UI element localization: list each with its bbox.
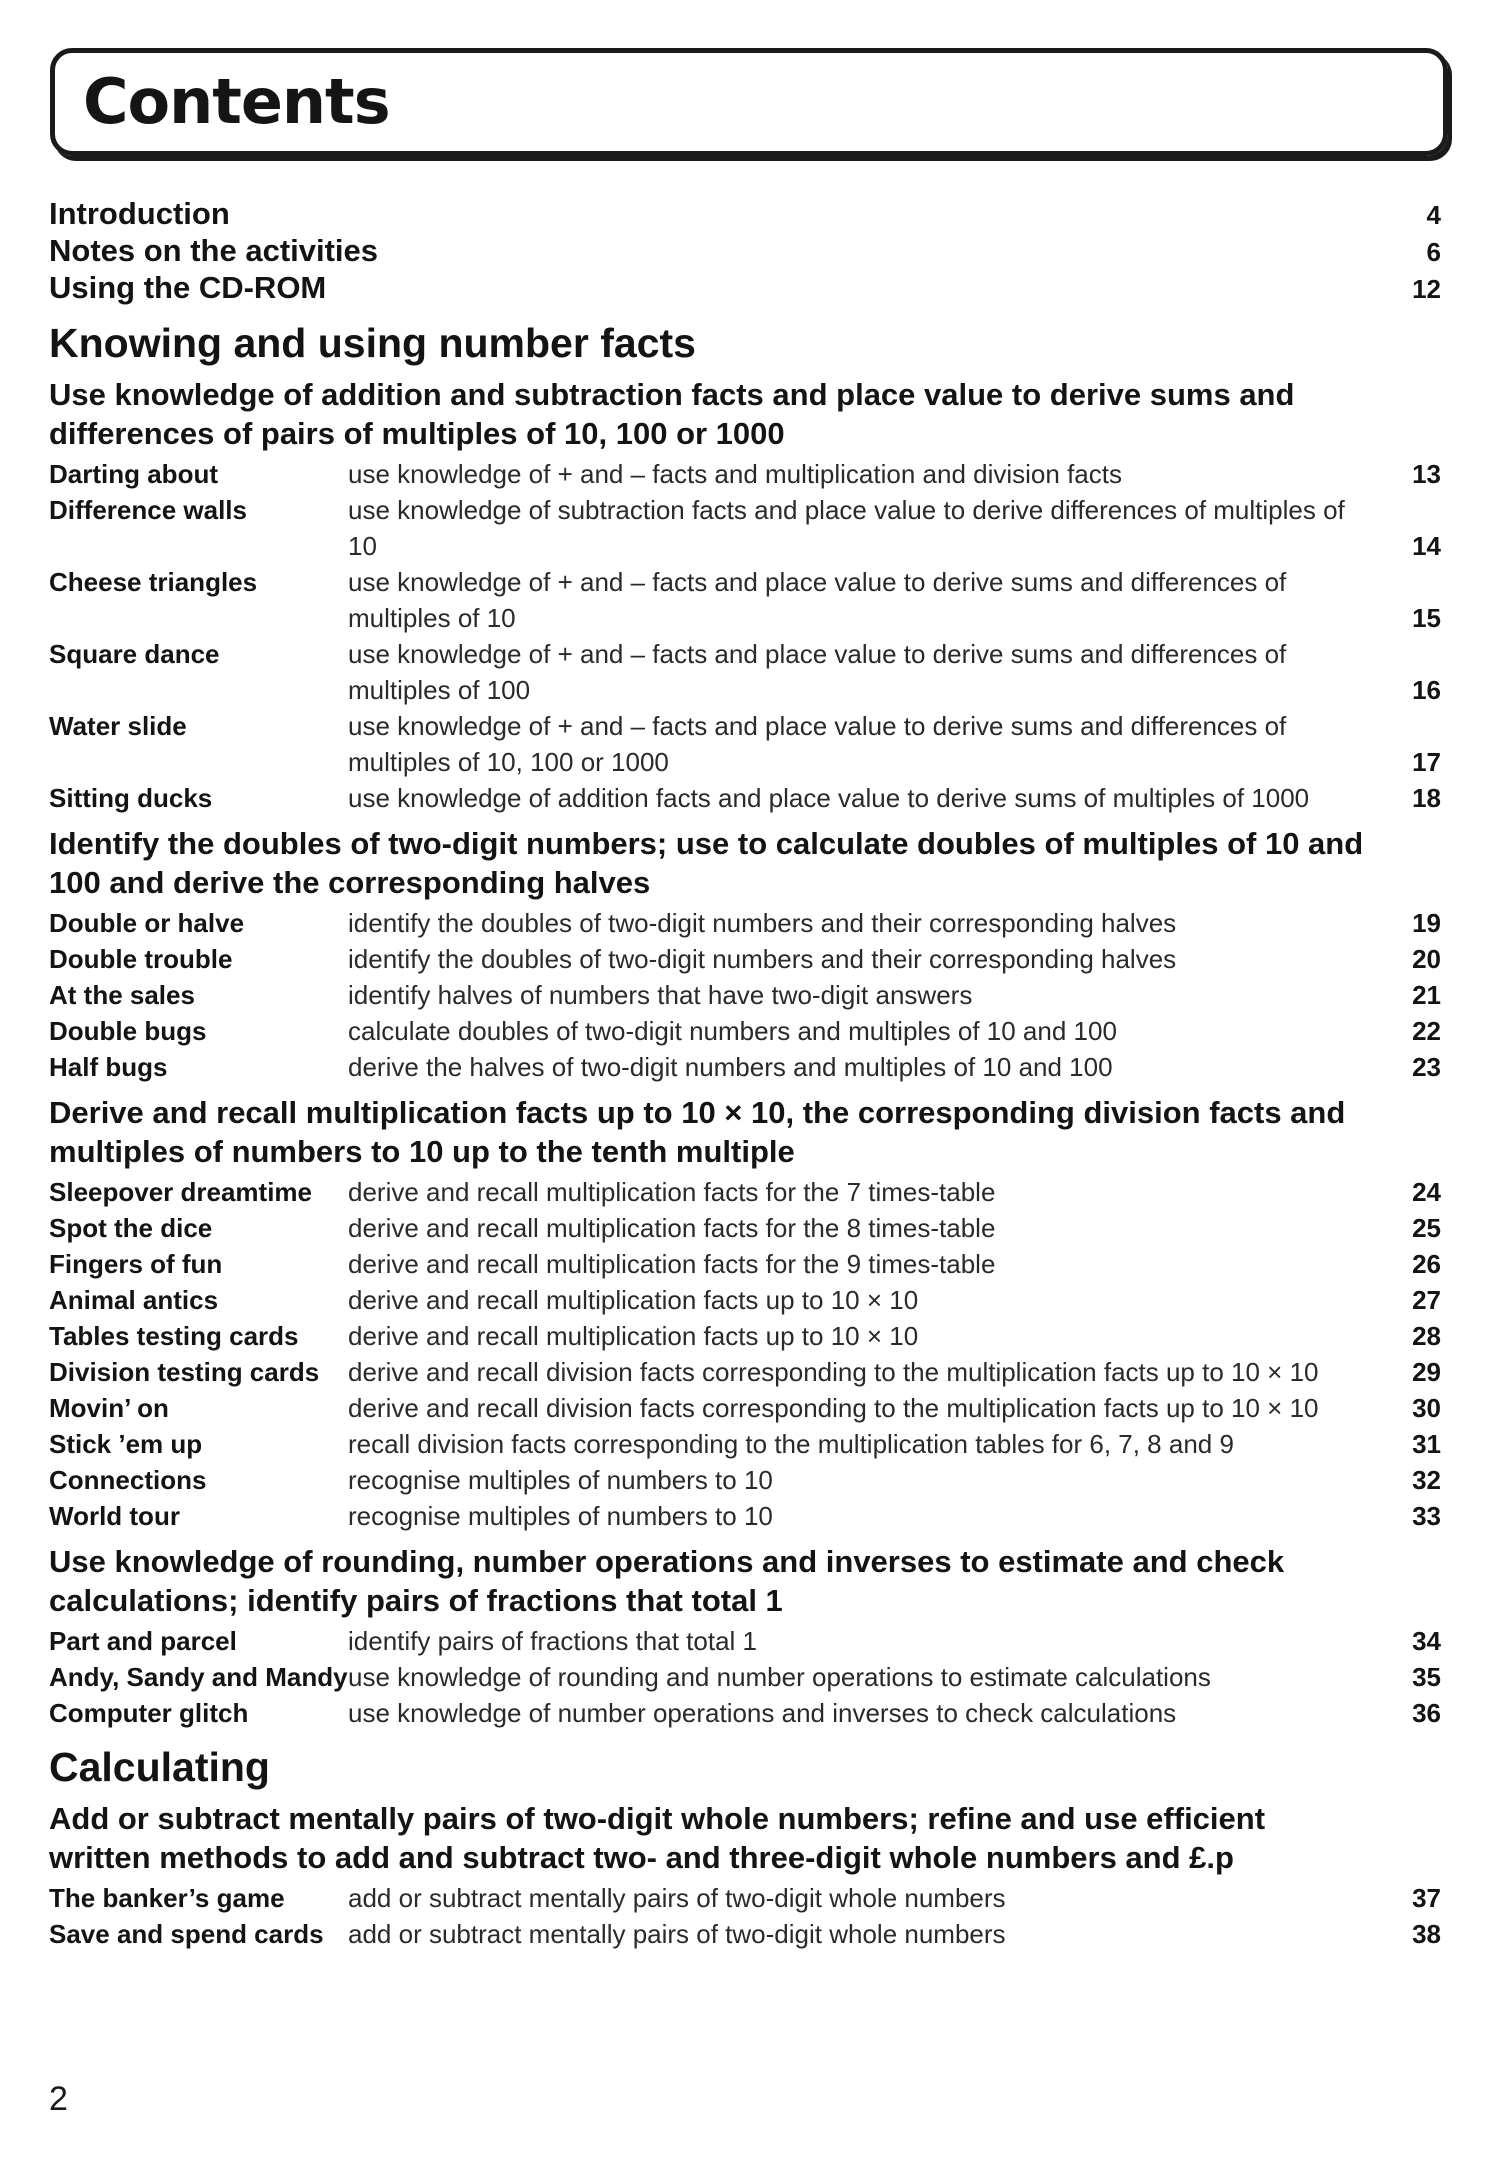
activity-description: use knowledge of + and – facts and place value to derive sums and differences of multiples of 10 xyxy=(348,567,1287,633)
contents-title-box xyxy=(50,48,1448,156)
activity-name: Square dance xyxy=(49,639,220,669)
activity-description: add or subtract mentally pairs of two-digit whole numbers xyxy=(348,1919,1006,1949)
activity-page: 15 xyxy=(1412,603,1441,633)
activity-page: 18 xyxy=(1412,783,1441,813)
contents-entry xyxy=(49,1462,1441,1498)
front-matter-label: Introduction xyxy=(49,196,230,231)
activity-page: 13 xyxy=(1412,459,1441,489)
activity-name: Cheese triangles xyxy=(49,567,258,597)
activity-page: 20 xyxy=(1412,944,1441,974)
activity-name: Tables testing cards xyxy=(49,1321,299,1351)
activity-description: identify the doubles of two-digit numbers and their corresponding halves xyxy=(348,944,1177,974)
activity-description: use knowledge of addition facts and place value to derive sums of multiples of 1000 xyxy=(348,783,1310,813)
activity-description: identify halves of numbers that have two-digit answers xyxy=(348,980,973,1010)
contents-entry xyxy=(49,1880,1441,1916)
subsection-title: Add or subtract mentally pairs of two-digit whole numbers; refine and use efficient written methods to add and subtract two- and three-digit whole numbers and £.p xyxy=(49,1801,1266,1875)
contents-entry xyxy=(49,1623,1441,1659)
front-matter-page: 6 xyxy=(1426,237,1441,267)
subsection-title: Derive and recall multiplication facts up to 10 × 10, the corresponding division facts and multiples of numbers to 10 up to the tenth multiple xyxy=(49,1095,1346,1169)
front-matter-row xyxy=(49,233,1441,270)
contents-entry xyxy=(49,1695,1441,1731)
activity-name: Stick ’em up xyxy=(49,1429,203,1459)
activity-page: 24 xyxy=(1412,1177,1441,1207)
activity-name: Half bugs xyxy=(49,1052,168,1082)
front-matter-label: Using the CD-ROM xyxy=(49,270,327,305)
activity-name: Division testing cards xyxy=(49,1357,320,1387)
contents-entry xyxy=(49,977,1441,1013)
activity-description: derive and recall multiplication facts for the 8 times-table xyxy=(348,1213,996,1243)
activity-page: 26 xyxy=(1412,1249,1441,1279)
activity-page: 27 xyxy=(1412,1285,1441,1315)
subsection xyxy=(49,375,1441,816)
activity-description: calculate doubles of two-digit numbers and multiples of 10 and 100 xyxy=(348,1016,1117,1046)
activity-description: derive and recall multiplication facts up to 10 × 10 xyxy=(348,1321,919,1351)
activity-name: Part and parcel xyxy=(49,1626,237,1656)
activity-page: 25 xyxy=(1412,1213,1441,1243)
activity-description: use knowledge of + and – facts and place value to derive sums and differences of multiples of 10, 100 or 1000 xyxy=(348,711,1287,777)
subsection xyxy=(49,824,1441,1085)
activity-name: Double or halve xyxy=(49,908,245,938)
section xyxy=(49,319,1441,1731)
activity-name: Double trouble xyxy=(49,944,233,974)
activity-page: 35 xyxy=(1412,1662,1441,1692)
activity-description: identify the doubles of two-digit numbers and their corresponding halves xyxy=(348,908,1177,938)
sections xyxy=(49,319,1441,1952)
activity-description: use knowledge of + and – facts and multiplication and division facts xyxy=(348,459,1122,489)
activity-page: 36 xyxy=(1412,1698,1441,1728)
contents-entry xyxy=(49,905,1441,941)
activity-description: derive and recall multiplication facts up to 10 × 10 xyxy=(348,1285,919,1315)
contents-entry xyxy=(49,1174,1441,1210)
activity-description: identify pairs of fractions that total 1 xyxy=(348,1626,757,1656)
activity-page: 19 xyxy=(1412,908,1441,938)
activity-description: use knowledge of + and – facts and place value to derive sums and differences of multiples of 100 xyxy=(348,639,1287,705)
activity-page: 21 xyxy=(1412,980,1441,1010)
activity-description: derive and recall multiplication facts for the 7 times-table xyxy=(348,1177,996,1207)
activity-name: World tour xyxy=(49,1501,180,1531)
activity-name: Double bugs xyxy=(49,1016,207,1046)
contents-entry xyxy=(49,1282,1441,1318)
activity-name: At the sales xyxy=(49,980,195,1010)
front-matter-page: 12 xyxy=(1412,274,1441,304)
activity-name: Movin’ on xyxy=(49,1393,169,1423)
activity-name: Save and spend cards xyxy=(49,1919,324,1949)
activity-page: 28 xyxy=(1412,1321,1441,1351)
activity-page: 30 xyxy=(1412,1393,1441,1423)
activity-description: recognise multiples of numbers to 10 xyxy=(348,1465,773,1495)
front-matter-row xyxy=(49,270,1441,307)
contents-entry xyxy=(49,1210,1441,1246)
contents-entry xyxy=(49,1390,1441,1426)
activity-description: derive the halves of two-digit numbers and multiples of 10 and 100 xyxy=(348,1052,1113,1082)
activity-description: use knowledge of subtraction facts and place value to derive differences of multiples of 10 xyxy=(348,495,1345,561)
activity-page: 22 xyxy=(1412,1016,1441,1046)
front-matter-row xyxy=(49,196,1441,233)
activity-page: 34 xyxy=(1412,1626,1441,1656)
activity-name: Fingers of fun xyxy=(49,1249,223,1279)
front-matter xyxy=(49,196,1441,307)
contents-entry xyxy=(49,1049,1441,1085)
activity-page: 31 xyxy=(1412,1429,1441,1459)
activity-page: 23 xyxy=(1412,1052,1441,1082)
activity-description: add or subtract mentally pairs of two-digit whole numbers xyxy=(348,1883,1006,1913)
section xyxy=(49,1743,1441,1952)
activity-name: Difference walls xyxy=(49,495,247,525)
activity-description: derive and recall division facts corresponding to the multiplication facts up to 10 × 10 xyxy=(348,1357,1319,1387)
page-title: Contents xyxy=(83,65,390,138)
contents-entry xyxy=(49,780,1441,816)
subsection-title: Identify the doubles of two-digit numbers; use to calculate doubles of multiples of 10 and 100 and derive the corresponding halves xyxy=(49,826,1364,900)
contents-entry xyxy=(49,1659,1441,1695)
activity-description: derive and recall division facts corresponding to the multiplication facts up to 10 × 10 xyxy=(348,1393,1319,1423)
contents-entry xyxy=(49,1318,1441,1354)
activity-name: Animal antics xyxy=(49,1285,219,1315)
contents-entry xyxy=(49,456,1441,492)
contents-entry xyxy=(49,1246,1441,1282)
contents-list xyxy=(49,196,1441,1952)
section-title: Calculating xyxy=(49,1744,270,1790)
contents-entry xyxy=(49,1354,1441,1390)
activity-page: 32 xyxy=(1412,1465,1441,1495)
activity-description: recognise multiples of numbers to 10 xyxy=(348,1501,773,1531)
subsection xyxy=(49,1093,1441,1534)
subsection xyxy=(49,1542,1441,1731)
activity-name: Sitting ducks xyxy=(49,783,213,813)
section-title: Knowing and using number facts xyxy=(49,320,696,366)
front-matter-label: Notes on the activities xyxy=(49,233,379,268)
subsection xyxy=(49,1799,1441,1952)
subsection-title: Use knowledge of rounding, number operations and inverses to estimate and check calculations; identify pairs of fractions that total 1 xyxy=(49,1544,1285,1618)
page-number: 2 xyxy=(49,2080,68,2118)
contents-entry xyxy=(49,492,1441,564)
activity-description: derive and recall multiplication facts for the 9 times-table xyxy=(348,1249,996,1279)
activity-page: 17 xyxy=(1412,747,1441,777)
contents-entry xyxy=(49,564,1441,636)
activity-name: The banker’s game xyxy=(49,1883,285,1913)
contents-entry xyxy=(49,708,1441,780)
activity-page: 38 xyxy=(1412,1919,1441,1949)
activity-name: Darting about xyxy=(49,459,218,489)
activity-name: Spot the dice xyxy=(49,1213,213,1243)
activity-page: 33 xyxy=(1412,1501,1441,1531)
contents-entry xyxy=(49,636,1441,708)
contents-entry xyxy=(49,1916,1441,1952)
activity-page: 14 xyxy=(1412,531,1441,561)
activity-page: 37 xyxy=(1412,1883,1441,1913)
activity-page: 16 xyxy=(1412,675,1441,705)
front-matter-page: 4 xyxy=(1426,200,1441,230)
subsection-title: Use knowledge of addition and subtraction facts and place value to derive sums and differences of pairs of multiples of 10, 100 or 1000 xyxy=(49,377,1295,451)
activity-name: Andy, Sandy and Mandy xyxy=(49,1662,348,1692)
activity-description: use knowledge of rounding and number operations to estimate calculations xyxy=(348,1662,1211,1692)
activity-description: use knowledge of number operations and inverses to check calculations xyxy=(348,1698,1177,1728)
activity-name: Sleepover dreamtime xyxy=(49,1177,313,1207)
contents-entry xyxy=(49,1426,1441,1462)
activity-page: 29 xyxy=(1412,1357,1441,1387)
activity-description: recall division facts corresponding to the multiplication tables for 6, 7, 8 and 9 xyxy=(348,1429,1234,1459)
contents-entry xyxy=(49,1498,1441,1534)
contents-entry xyxy=(49,1013,1441,1049)
activity-name: Computer glitch xyxy=(49,1698,249,1728)
activity-name: Connections xyxy=(49,1465,207,1495)
contents-entry xyxy=(49,941,1441,977)
activity-name: Water slide xyxy=(49,711,187,741)
